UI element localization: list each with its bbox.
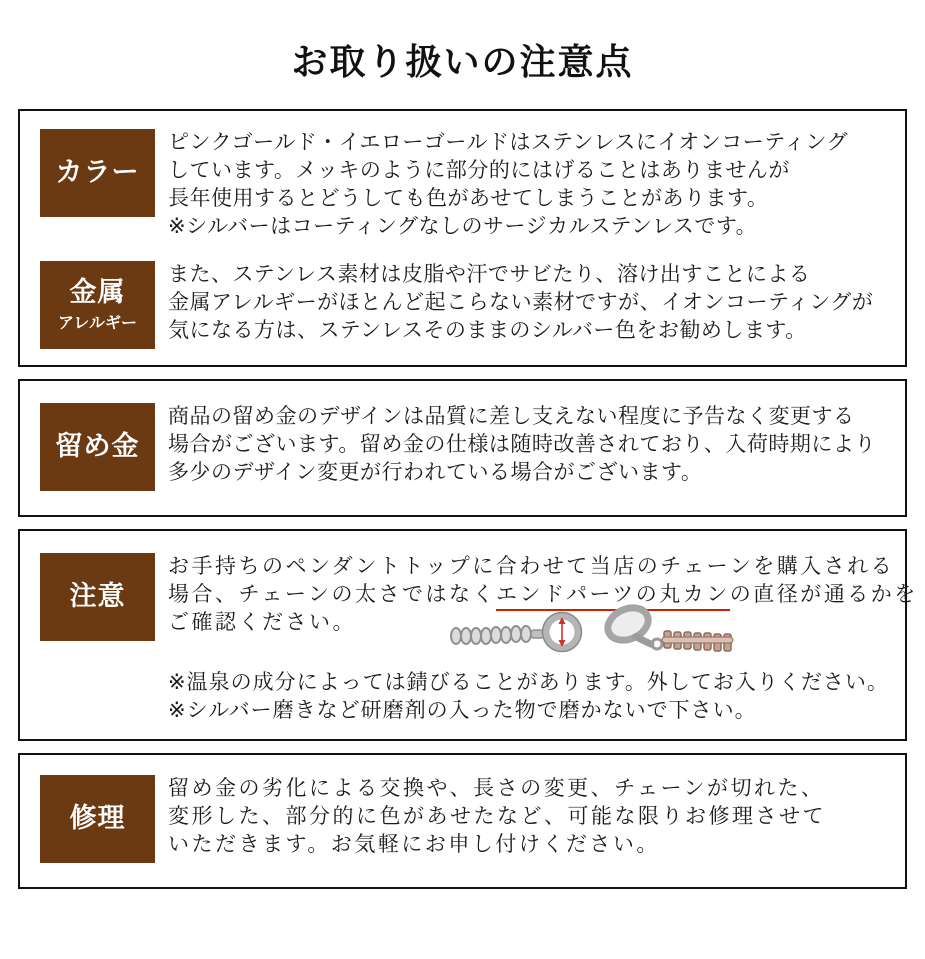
label-repair	[40, 775, 155, 863]
paragraph-line: 商品の留め金のデザインは品質に差し支えない程度に予告なく変更する	[168, 405, 855, 428]
metal-allergy-paragraph	[168, 261, 873, 345]
section-caution	[40, 553, 918, 661]
section-box-repair	[18, 753, 907, 889]
label-color	[40, 129, 155, 217]
label-clasp-text: 留め金	[55, 431, 140, 462]
section-color	[40, 129, 903, 241]
diameter-arrow-icon	[559, 617, 566, 647]
paragraph-line: お手持ちのペンダントトップに合わせて当店のチェーンを購入される	[168, 555, 895, 578]
paragraph-line: いただきます。お気軽にお申し付けください。	[168, 833, 660, 856]
paragraph-line: 場合がございます。留め金の仕様は随時改善されており、入荷時期により	[168, 433, 876, 456]
paragraph-line: 気になる方は、ステンレスそのままのシルバー色をお勧めします。	[168, 319, 807, 342]
section-metal-allergy	[40, 261, 903, 349]
paragraph-line: 多少のデザイン変更が行われている場合がございます。	[168, 461, 703, 484]
paragraph-line: 留め金の劣化による交換や、長さの変更、チェーンが切れた、	[168, 777, 825, 800]
label-allergy-text: アレルギー	[58, 315, 137, 333]
paragraph-line: 金属アレルギーがほとんど起こらない素材ですが、イオンコーティングが	[168, 291, 874, 314]
paragraph-line: しています。メッキのように部分的にはげることはありませんが	[168, 159, 790, 182]
note-line: ※シルバー磨きなど研磨剤の入った物で磨かないで下さい。	[168, 699, 757, 722]
section-box-caution	[18, 529, 918, 741]
caution-line2-pre: 場合、チェーンの太さではなく	[168, 583, 496, 606]
label-caution-text: 注意	[69, 581, 126, 612]
section-box-clasp	[18, 379, 907, 517]
chain-end-parts-image	[448, 599, 738, 661]
label-metal-allergy	[40, 261, 155, 349]
label-caution	[40, 553, 155, 641]
section-repair	[40, 775, 903, 863]
label-repair-text: 修理	[69, 803, 126, 834]
label-color-text: カラー	[55, 157, 140, 188]
caution-line2-post: の直径が通るかを	[729, 583, 918, 606]
section-clasp	[40, 403, 903, 491]
underlined-phrase: エンドパーツの丸カン	[496, 583, 730, 611]
label-metal-text: 金属	[69, 276, 126, 307]
section-box-color-allergy	[18, 109, 907, 367]
color-paragraph	[168, 129, 848, 241]
paragraph-line: 変形した、部分的に色があせたなど、可能な限りお修理させて	[168, 805, 826, 828]
caution-paragraph	[168, 553, 918, 661]
paragraph-line: ピンクゴールド・イエローゴールドはステンレスにイオンコーティング	[168, 131, 849, 154]
clasp-paragraph	[168, 403, 876, 487]
care-instructions-page	[0, 34, 925, 889]
paragraph-line: 長年使用するとどうしても色があせてしまうことがあります。	[168, 187, 769, 210]
paragraph-line: また、ステンレス素材は皮脂や汗でサビたり、溶け出すことによる	[168, 263, 811, 286]
page-title: お取り扱いの注意点	[291, 41, 634, 82]
caution-line3: ご確認ください。	[168, 611, 356, 634]
paragraph-line: ※シルバーはコーティングなしのサージカルステンレスです。	[168, 215, 758, 238]
repair-paragraph	[168, 775, 826, 859]
caution-notes	[168, 669, 903, 725]
note-line: ※温泉の成分によっては錆びることがあります。外してお入りください。	[168, 671, 889, 694]
label-clasp	[40, 403, 155, 491]
paragraph-line	[168, 609, 918, 661]
